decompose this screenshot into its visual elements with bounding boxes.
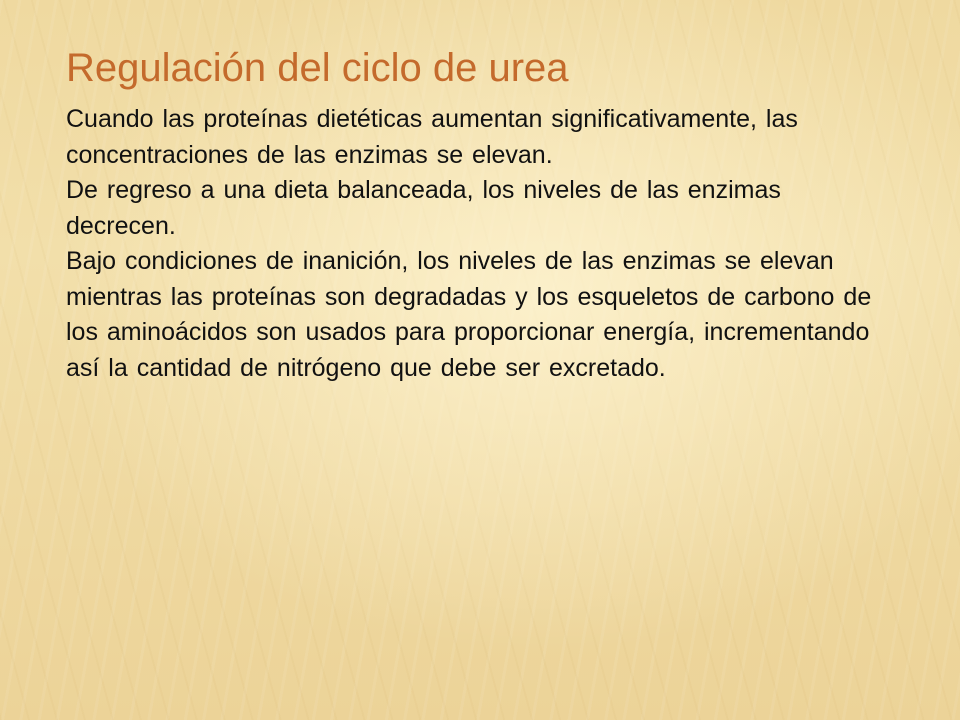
slide-body bbox=[66, 102, 894, 386]
slide-title: Regulación del ciclo de urea bbox=[66, 46, 569, 90]
body-paragraph-3: Bajo condiciones de inanición, los niveles de las enzimas se elevan mientras las proteínas son degradadas y los esqueletos de carbono de los aminoácidos son usados para proporcionar energía, incrementando así la cantidad de nitrógeno que debe ser excretado. bbox=[66, 247, 872, 382]
body-paragraph-1: Cuando las proteínas dietéticas aumentan significativamente, las concentraciones de las enzimas se elevan. bbox=[66, 105, 798, 169]
body-paragraph-2: De regreso a una dieta balanceada, los niveles de las enzimas decrecen. bbox=[66, 176, 781, 240]
